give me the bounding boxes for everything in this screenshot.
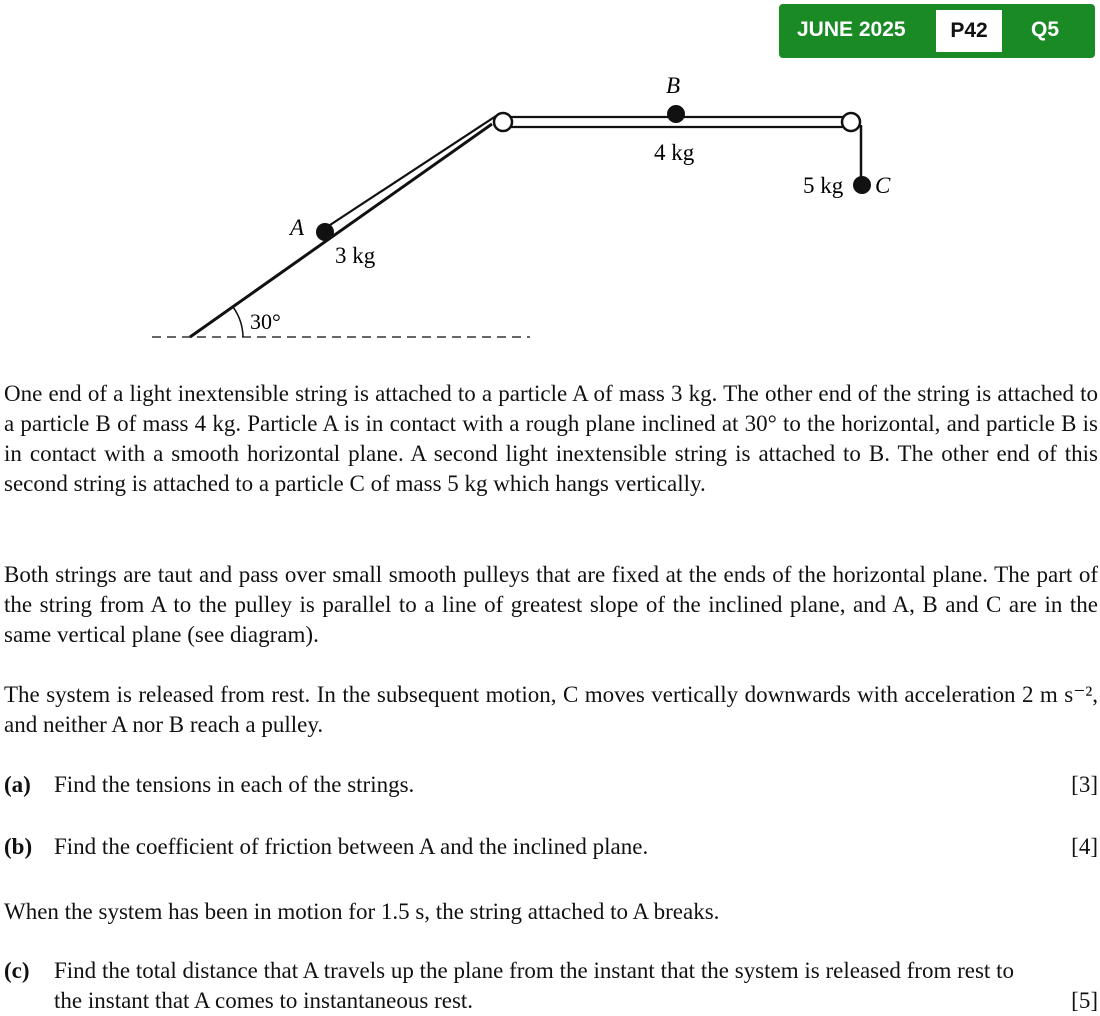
pulley-left bbox=[494, 113, 512, 131]
angle-label: 30° bbox=[250, 309, 281, 334]
question-c-marks: [5] bbox=[1071, 988, 1098, 1013]
angle-arc bbox=[233, 307, 243, 337]
intro-paragraph: One end of a light inextensible string is attached to a particle A of mass 3 kg. The other end of the string is attached to a particle B of mass 4 kg. Particle A is in contact with a rough plane inclined at 30° to the horizontal, and particle B is in contact with a smooth horizontal plane. A second light inextensible string is attached to B. The other end of this second string is attached to a particle C of mass 5 kg which hangs vertically. bbox=[4, 381, 1098, 496]
mass-b: 4 kg bbox=[654, 140, 695, 165]
question-c bbox=[4, 956, 1098, 1016]
release-paragraph: The system is released from rest. In the subsequent motion, C moves vertically downwards with acceleration 2 m s⁻², and neither A nor B reach a pulley. bbox=[4, 682, 1098, 737]
question-a bbox=[4, 770, 1098, 800]
badge-session: JUNE 2025 bbox=[797, 18, 906, 41]
pulleys-paragraph: Both strings are taut and pass over small smooth pulleys that are fixed at the ends of the horizontal plane. The part of the string from A to the pulley is parallel to a line of greatest slope of the inclined plane, and A, B and C are in the same vertical plane (see diagram). bbox=[4, 562, 1098, 647]
particle-c bbox=[853, 176, 871, 194]
badge-question: Q5 bbox=[1031, 18, 1060, 41]
particle-a bbox=[316, 223, 334, 241]
mass-c: 5 kg bbox=[803, 173, 844, 198]
question-a-label: (a) bbox=[4, 772, 31, 797]
question-b-text: Find the coefficient of friction between A and the inclined plane. bbox=[54, 834, 649, 859]
label-b: B bbox=[666, 73, 681, 98]
inclined-plane bbox=[190, 124, 492, 337]
badge-paper: P42 bbox=[936, 10, 1002, 52]
question-b-marks: [4] bbox=[1071, 834, 1098, 859]
label-c: C bbox=[875, 173, 891, 198]
mass-a: 3 kg bbox=[335, 243, 376, 268]
question-c-label: (c) bbox=[4, 958, 30, 983]
paper-badge bbox=[779, 4, 1095, 58]
string-a bbox=[330, 116, 496, 225]
question-c-text: Find the total distance that A travels up the plane from the instant that the system is released from rest to the instant that A comes to instantaneous rest. bbox=[54, 958, 1014, 1013]
label-a: A bbox=[290, 215, 305, 240]
pulley-diagram bbox=[0, 60, 1100, 350]
break-paragraph: When the system has been in motion for 1.5 s, the string attached to A breaks. bbox=[4, 899, 720, 924]
pulley-right bbox=[842, 113, 860, 131]
question-b-label: (b) bbox=[4, 834, 33, 859]
question-a-text: Find the tensions in each of the strings. bbox=[54, 772, 415, 797]
question-b bbox=[4, 832, 1098, 862]
particle-b bbox=[667, 105, 685, 123]
question-a-marks: [3] bbox=[1071, 772, 1098, 797]
